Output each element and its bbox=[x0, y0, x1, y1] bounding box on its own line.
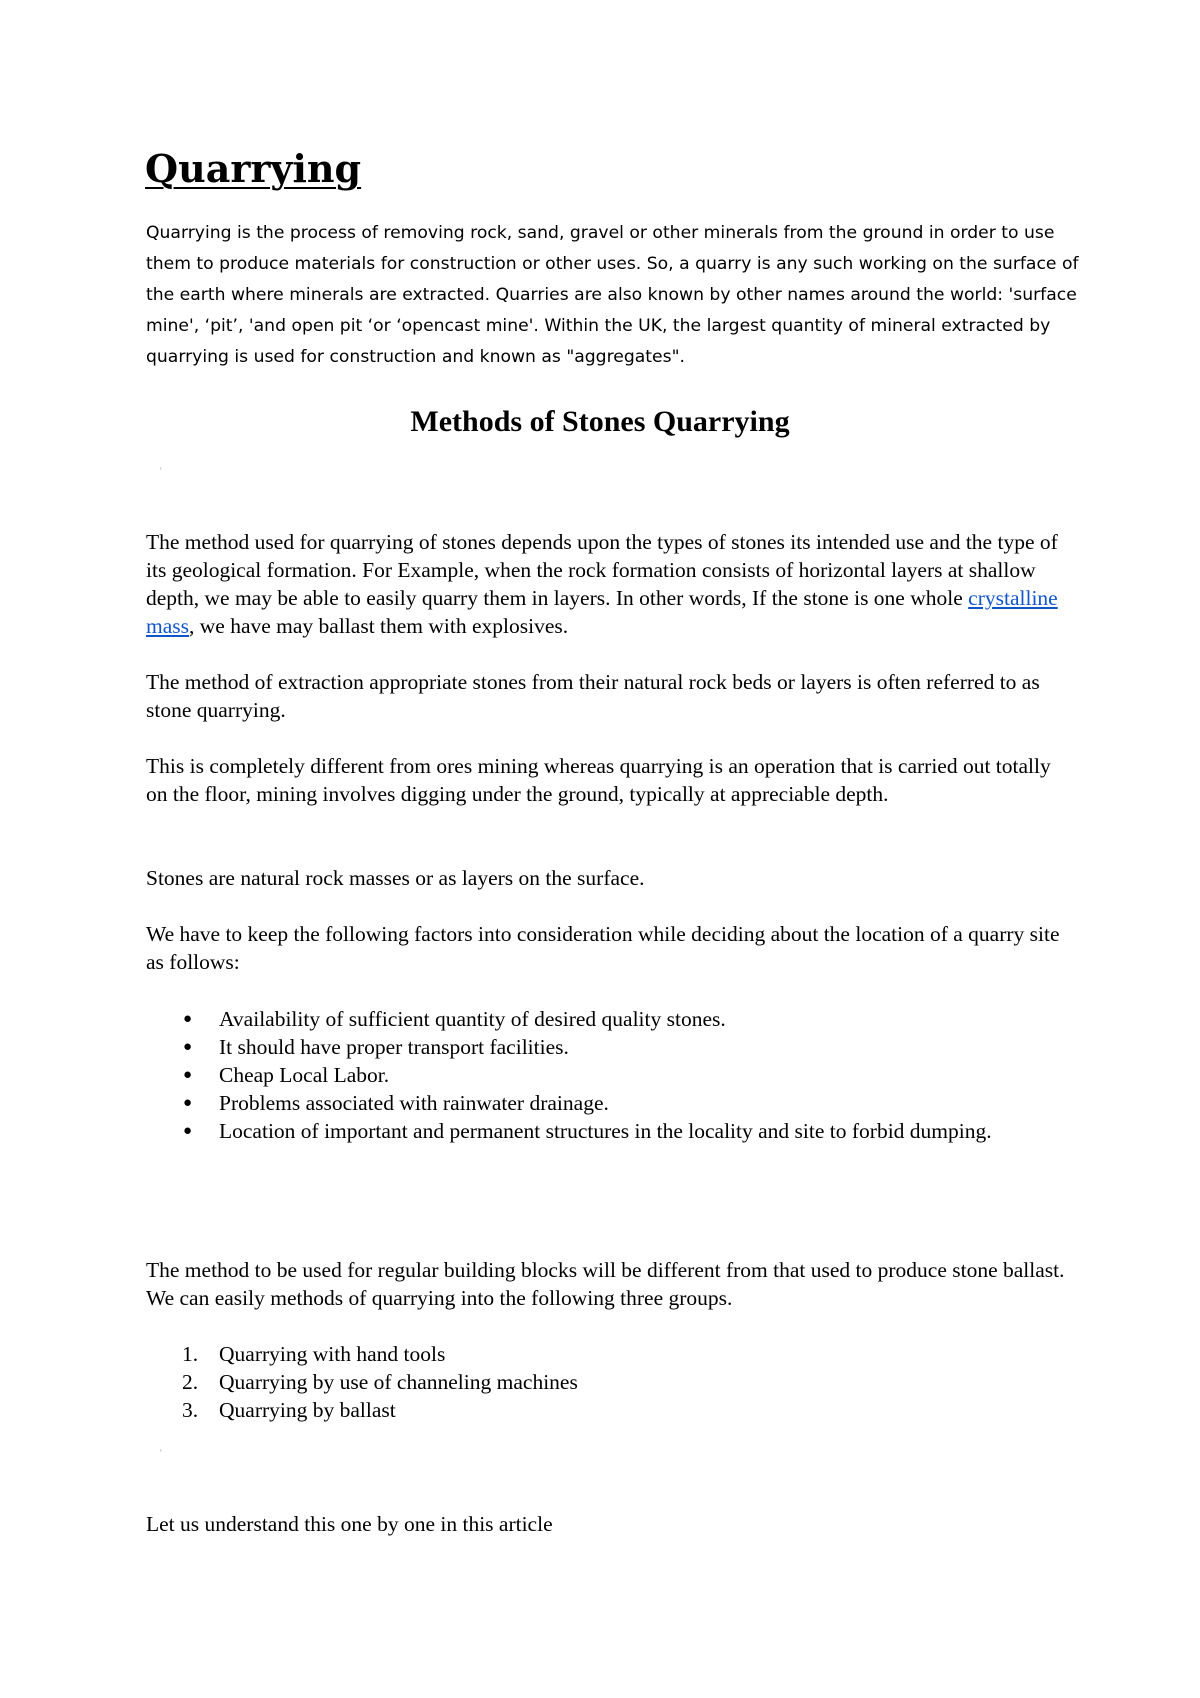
paragraph-method bbox=[146, 528, 1066, 640]
paragraph-factors-intro: We have to keep the following factors into consideration while deciding about the location of a quarry site as follows: bbox=[146, 922, 1060, 974]
factors-list bbox=[146, 1005, 1066, 1145]
image-placeholder-mark: ' bbox=[160, 466, 162, 476]
paragraph-method-text-2: , we have may ballast them with explosives. bbox=[189, 614, 569, 638]
list-item: ● It should have proper transport facilities. bbox=[146, 1033, 1066, 1061]
crystalline-mass-link[interactable]: crystalline mass bbox=[146, 586, 1058, 638]
list-item: ● Problems associated with rainwater drainage. bbox=[146, 1089, 1066, 1117]
section-heading: Methods of Stones Quarrying bbox=[410, 405, 790, 438]
list-number: 3. bbox=[182, 1398, 199, 1422]
methods-list bbox=[146, 1340, 1066, 1424]
paragraph-mining: This is completely different from ores mining whereas quarrying is an operation that is carried out totally on the floor, mining involves digging under the ground, typically at appreciable depth. bbox=[146, 754, 1051, 806]
list-number: 1. bbox=[182, 1342, 199, 1366]
image-placeholder-mark: ' bbox=[160, 1448, 162, 1458]
list-item bbox=[146, 1340, 1066, 1368]
list-item: ● Availability of sufficient quantity of desired quality stones. bbox=[146, 1005, 1066, 1033]
paragraph-method-text-1: The method used for quarrying of stones depends upon the types of stones its intended use and the type of its geological formation. For Example, when the rock formation consists of horizontal layers at shallow depth, we may be able to easily quarry them in layers. In other words, If the stone is one whole bbox=[146, 530, 1058, 610]
list-item: ● Location of important and permanent structures in the locality and site to forbid dumping. bbox=[146, 1117, 1066, 1145]
list-item: ● Cheap Local Labor. bbox=[146, 1061, 1066, 1089]
list-item bbox=[146, 1368, 1066, 1396]
list-text: Quarrying with hand tools bbox=[219, 1342, 446, 1366]
list-text: Quarrying by use of channeling machines bbox=[219, 1370, 578, 1394]
paragraph-extraction: The method of extraction appropriate stones from their natural rock beds or layers is often referred to as stone quarrying. bbox=[146, 670, 1040, 722]
paragraph-closing: Let us understand this one by one in this article bbox=[146, 1512, 553, 1536]
list-number: 2. bbox=[182, 1370, 199, 1394]
list-item bbox=[146, 1396, 1066, 1424]
page-title: Quarrying bbox=[145, 146, 362, 191]
list-text: Quarrying by ballast bbox=[219, 1398, 396, 1422]
paragraph-groups: The method to be used for regular building blocks will be different from that used to produce stone ballast. We can easily methods of quarrying into the following three groups. bbox=[146, 1258, 1065, 1310]
intro-paragraph: Quarrying is the process of removing rock, sand, gravel or other minerals from the ground in order to use them to produce materials for construction or other uses. So, a quarry is any such working on the surface of the earth where minerals are extracted. Quarries are also known by other names around the world: 'surface mine', ‘pit’, 'and open pit ‘or ‘opencast mine'. Within the UK, the largest quantity of mineral extracted by quarrying is used for construction and known as "aggregates". bbox=[146, 223, 1079, 367]
paragraph-stones: Stones are natural rock masses or as layers on the surface. bbox=[146, 866, 645, 890]
